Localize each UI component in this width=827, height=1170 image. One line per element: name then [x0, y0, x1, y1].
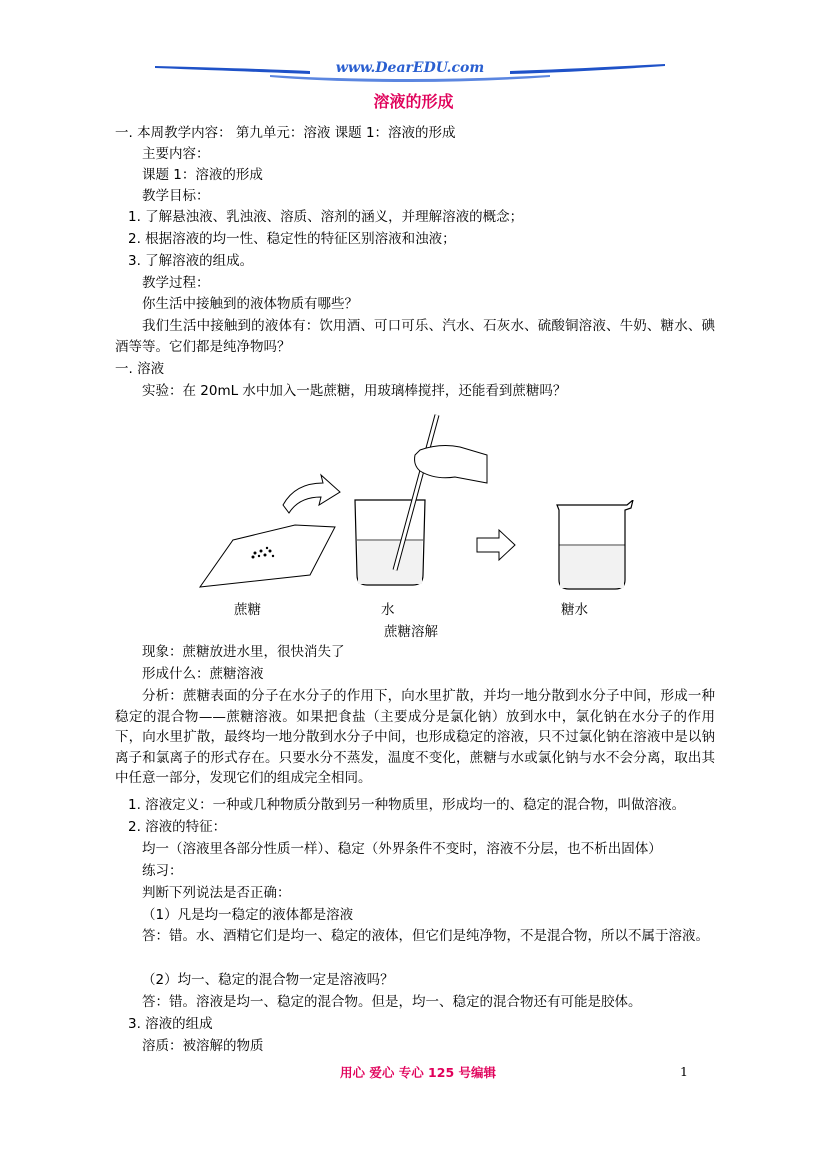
text-line: 实验：在 20mL 水中加入一匙蔗糖，用玻璃棒搅拌，还能看到蔗糖吗？: [142, 383, 567, 399]
page-number: 1: [680, 1064, 688, 1079]
figure-caption: 蔗糖溶解: [384, 624, 438, 640]
text-line: 答：错。溶液是均一、稳定的混合物。但是，均一、稳定的混合物还有可能是胶体。: [142, 994, 642, 1010]
list-item: 2. 根据溶液的均一性、稳定性的特征区别溶液和浊液；: [128, 231, 456, 247]
sugar-water-beaker-icon: [553, 500, 643, 595]
list-item: 2. 溶液的特征：: [128, 819, 227, 835]
site-url[interactable]: www.DearEDU.com: [335, 60, 485, 76]
text-line: （1）凡是均一稳定的液体都是溶液: [142, 907, 354, 923]
dissolving-diagram-icon: [195, 405, 535, 600]
text-line: 判断下列说法是否正确：: [142, 885, 291, 901]
label-sugar: 蔗糖: [234, 602, 261, 618]
section-heading: 一. 本周教学内容： 第九单元：溶液 课题 1：溶液的形成: [115, 125, 456, 141]
text-line: （2）均一、稳定的混合物一定是溶液吗？: [142, 972, 394, 988]
list-item: 1. 溶液定义：一种或几种物质分散到另一种物质里，形成均一的、稳定的混合物，叫做溶液。: [128, 797, 686, 813]
text-line: 均一（溶液里各部分性质一样）、稳定（外界条件不变时，溶液不分层，也不析出固体）: [142, 841, 662, 857]
text-line: 现象：蔗糖放进水里，很快消失了: [142, 644, 345, 660]
site-header-banner: [150, 55, 670, 85]
text-line: 练习：: [142, 863, 183, 879]
text-line: 你生活中接触到的液体物质有哪些？: [142, 296, 358, 312]
paragraph: 分析：蔗糖表面的分子在水分子的作用下，向水里扩散，并均一地分散到水分子中间，形成一种稳定的混合物——蔗糖溶液。如果把食盐（主要成分是氯化钠）放到水中，氯化钠在水分子的作用下，向水里扩散，最终均一地分散到水分子中间，也形成稳定的溶液，只不过氯化钠在溶液中是以钠离子和氯离子的形式存在。只要水分不蒸发，温度不变化，蔗糖与水或氯化钠与水不会分离，取出其中任意一部分，发现它们的组成完全相同。: [115, 688, 715, 786]
list-item: 3. 溶液的组成: [128, 1016, 213, 1032]
text-line: 溶质：被溶解的物质: [142, 1038, 264, 1054]
list-item: 3. 了解溶液的组成。: [128, 253, 254, 269]
page-title: 溶液的形成: [373, 92, 454, 111]
text-line: 形成什么：蔗糖溶液: [142, 666, 264, 682]
experiment-figure: [195, 405, 535, 604]
section-heading: 一. 溶液: [115, 361, 165, 377]
paragraph: 我们生活中接触到的液体有：饮用酒、可口可乐、汽水、石灰水、硫酸铜溶液、牛奶、糖水、碘酒等等。它们都是纯净物吗？: [115, 318, 715, 355]
text-line: 教学过程：: [142, 275, 210, 291]
text-line: 教学目标：: [142, 188, 210, 204]
label-sugar-water: 糖水: [561, 602, 588, 618]
paragraph: 答：错。水、酒精它们是均一、稳定的液体，但它们是纯净物，不是混合物，所以不属于溶液。: [142, 928, 709, 944]
list-item: 1. 了解悬浊液、乳浊液、溶质、溶剂的涵义，并理解溶液的概念；: [128, 209, 524, 225]
label-water: 水: [381, 602, 395, 618]
footer-text: 用心 爱心 专心 125 号编辑: [340, 1065, 497, 1080]
text-line: 主要内容：: [142, 146, 210, 162]
text-line: 课题 1：溶液的形成: [142, 167, 263, 183]
